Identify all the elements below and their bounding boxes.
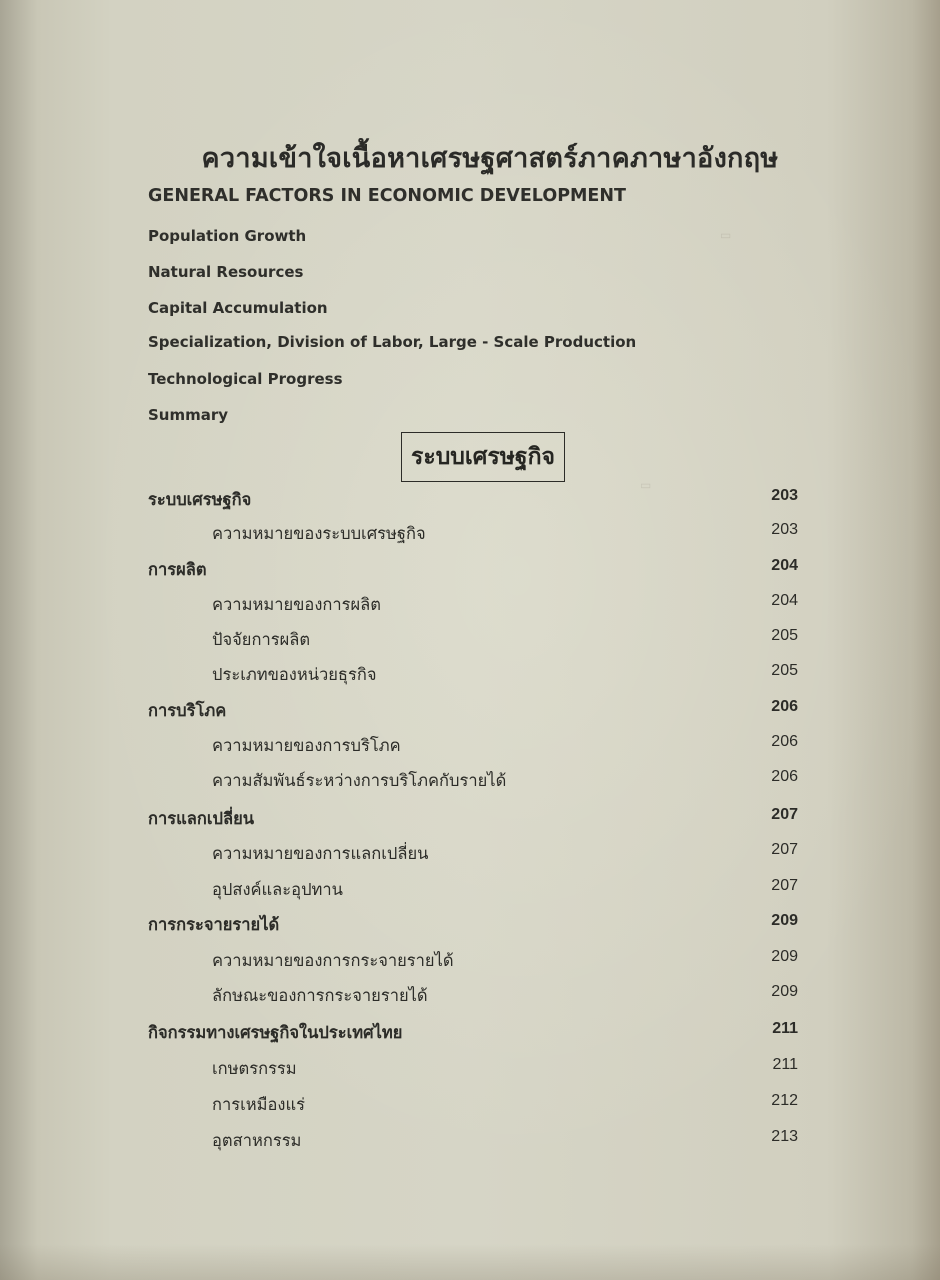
toc-page-number: 204 bbox=[771, 592, 798, 609]
toc-section-row bbox=[0, 912, 940, 940]
toc-page-number: 213 bbox=[771, 1128, 798, 1145]
toc-subitem-row bbox=[0, 1128, 940, 1156]
toc-subitem-row bbox=[0, 662, 940, 690]
toc-page-number: 212 bbox=[771, 1092, 798, 1109]
toc-page-number: 209 bbox=[771, 983, 798, 1000]
toc-subitem-label: อุตสาหกรรม bbox=[212, 1131, 302, 1150]
toc-page-number: 207 bbox=[771, 877, 798, 894]
toc-subitem-row bbox=[0, 1056, 940, 1084]
toc-subitem-label: ความหมายของการบริโภค bbox=[212, 736, 401, 755]
toc-subitem-row bbox=[0, 627, 940, 655]
toc-subitem-label: ความหมายของระบบเศรษฐกิจ bbox=[212, 524, 426, 543]
toc-subitem-label: ความหมายของการผลิต bbox=[212, 595, 381, 614]
toc-section-label: การบริโภค bbox=[148, 701, 227, 720]
toc-subitem-row bbox=[0, 948, 940, 976]
page-edge-shadow bbox=[0, 1244, 940, 1280]
toc-page-number: 206 bbox=[771, 733, 798, 750]
english-topic: Specialization, Division of Labor, Large - Scale Production bbox=[148, 333, 637, 351]
toc-subitem-label: ความหมายของการแลกเปลี่ยน bbox=[212, 844, 429, 863]
toc-page-number: 206 bbox=[771, 768, 798, 785]
toc-section-row bbox=[0, 1020, 940, 1048]
toc-subitem-row bbox=[0, 733, 940, 761]
english-topic: Summary bbox=[148, 406, 229, 424]
toc-section-label: ระบบเศรษฐกิจ bbox=[148, 490, 252, 509]
toc-subitem-row bbox=[0, 841, 940, 869]
show-through-mark: ▭ bbox=[640, 478, 652, 492]
toc-subitem-label: ลักษณะของการกระจายรายได้ bbox=[212, 986, 428, 1005]
toc-page-number: 209 bbox=[771, 912, 798, 929]
toc-subitem-label: ปัจจัยการผลิต bbox=[212, 630, 311, 649]
toc-section-label: การผลิต bbox=[148, 560, 207, 579]
toc-subitem-label: การเหมืองแร่ bbox=[212, 1095, 305, 1114]
toc-subitem-label: ความหมายของการกระจายรายได้ bbox=[212, 951, 454, 970]
toc-page-number: 211 bbox=[772, 1056, 798, 1073]
toc-subitem-row bbox=[0, 1092, 940, 1120]
toc-subitem-row bbox=[0, 877, 940, 905]
toc-page-number: 207 bbox=[771, 806, 798, 823]
show-through-mark: ▭ bbox=[720, 228, 732, 242]
english-topic: Capital Accumulation bbox=[148, 299, 328, 317]
toc-section-label: การกระจายรายได้ bbox=[148, 915, 280, 934]
english-topic: Technological Progress bbox=[148, 370, 343, 388]
toc-page-number: 203 bbox=[771, 521, 798, 538]
toc-subitem-label: อุปสงค์และอุปทาน bbox=[212, 880, 343, 899]
toc-subitem-row bbox=[0, 592, 940, 620]
english-topic: Natural Resources bbox=[148, 263, 304, 281]
toc-section-row bbox=[0, 487, 940, 515]
toc-section-row bbox=[0, 698, 940, 726]
toc-subitem-label: เกษตรกรรม bbox=[212, 1059, 297, 1078]
toc-page-number: 203 bbox=[771, 487, 798, 504]
page-title: ความเข้าใจเนื้อหาเศรษฐศาสตร์ภาคภาษาอังกฤษ bbox=[201, 143, 779, 174]
toc-page-number: 209 bbox=[771, 948, 798, 965]
toc-section-label: การแลกเปลี่ยน bbox=[148, 809, 255, 828]
toc-subitem-row bbox=[0, 768, 940, 796]
toc-page-number: 204 bbox=[771, 557, 798, 574]
toc-section-label: กิจกรรมทางเศรษฐกิจในประเทศไทย bbox=[148, 1023, 403, 1042]
english-section-heading: GENERAL FACTORS IN ECONOMIC DEVELOPMENT bbox=[148, 186, 626, 206]
toc-page-number: 206 bbox=[771, 698, 798, 715]
toc-subitem-label: ความสัมพันธ์ระหว่างการบริโภคกับรายได้ bbox=[212, 771, 507, 790]
toc-subitem-row bbox=[0, 983, 940, 1011]
english-topic: Population Growth bbox=[148, 227, 307, 245]
toc-page-number: 207 bbox=[771, 841, 798, 858]
toc-page-number: 211 bbox=[772, 1020, 798, 1037]
toc-subitem-row bbox=[0, 521, 940, 549]
chapter-title-box: ระบบเศรษฐกิจ bbox=[401, 432, 565, 482]
toc-page-number: 205 bbox=[771, 662, 798, 679]
toc-page-number: 205 bbox=[771, 627, 798, 644]
toc-section-row bbox=[0, 557, 940, 585]
toc-subitem-label: ประเภทของหน่วยธุรกิจ bbox=[212, 665, 377, 684]
toc-section-row bbox=[0, 806, 940, 834]
